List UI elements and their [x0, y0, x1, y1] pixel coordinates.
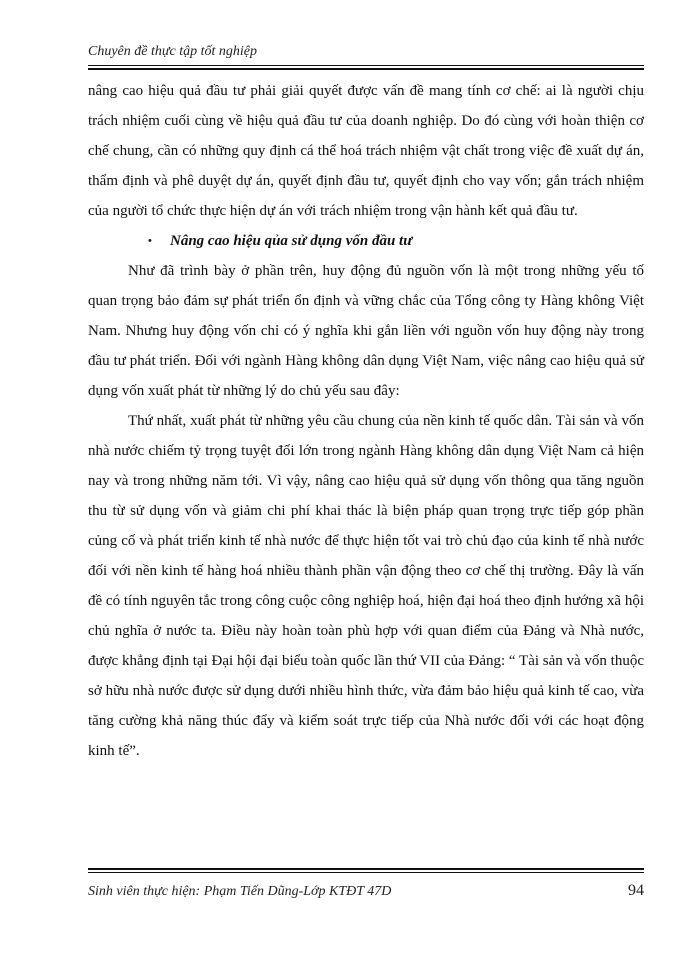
page-number: 94 — [628, 882, 644, 899]
section-heading-text: Nâng cao hiệu qủa sử dụng vốn đầu tư — [170, 233, 413, 249]
footer-author: Sinh viên thực hiện: Phạm Tiến Dũng-Lớp KTĐT 47D — [88, 884, 392, 899]
section-heading — [88, 226, 644, 256]
footer-rule-thin — [88, 872, 644, 873]
page-body — [88, 76, 644, 766]
header-rule-thin — [88, 65, 644, 66]
bullet-icon: • — [148, 235, 152, 247]
footer-rule-thick — [88, 868, 644, 870]
paragraph-2: Thứ nhất, xuất phát từ những yêu cầu chung của nền kinh tế quốc dân. Tài sản và vốn nhà nước chiếm tỷ trọng tuyệt đối lớn trong ngành Hàng không dân dụng Việt Nam cả hiện nay và trong những năm tới. Vì vậy, nâng cao hiệu quả sử dụng vốn thông qua tăng nguồn thu từ sử dụng vốn và giảm chi phí khai thác là biện pháp quan trọng trực tiếp góp phần củng cố và phát triển kinh tế nhà nước để thực hiện tốt vai trò chủ đạo của kinh tế nhà nước đối với nền kinh tế hàng hoá nhiều thành phần vận động theo cơ chế thị trường. Đây là vấn đề có tính nguyên tắc trong công cuộc công nghiệp hoá, hiện đại hoá theo định hướng xã hội chủ nghĩa ở nước ta. Điều này hoàn toàn phù hợp với quan điểm của Đảng và Nhà nước, được khẳng định tại Đại hội đại biểu toàn quốc lần thứ VII của Đảng: “ Tài sản và vốn thuộc sở hữu nhà nước được sử dụng dưới nhiều hình thức, vừa đảm bảo hiệu quả kinh tế cao, vừa tăng cường khả năng thúc đẩy và kiểm soát trực tiếp của Nhà nước đối với các hoạt động kinh tế”. — [88, 413, 644, 759]
paragraph-continued: nâng cao hiệu quả đầu tư phải giải quyết được vấn đề mang tính cơ chế: ai là người chịu trách nhiệm cuối cùng về hiệu quả đầu tư của doanh nghiệp. Do đó cùng với hoàn thiện cơ chế chung, cần có những quy định cá thể hoá trách nhiệm vật chất trong việc đề xuất dự án, thẩm định và phê duyệt dự án, quyết định đầu tư, quyết định cho vay vốn; gắn trách nhiệm của người tổ chức thực hiện dự án với trách nhiệm trong vận hành kết quả đầu tư. — [88, 83, 644, 219]
header-rule-thick — [88, 68, 644, 70]
running-header: Chuyên đề thực tập tốt nghiệp — [88, 44, 257, 59]
paragraph-1: Như đã trình bày ở phần trên, huy động đủ nguồn vốn là một trong những yếu tố quan trọng bảo đảm sự phát triển ổn định và vững chắc của Tổng công ty Hàng không Việt Nam. Nhưng huy động vốn chỉ có ý nghĩa khi gắn liền với nguồn vốn huy động này trong đầu tư phát triển. Đối với ngành Hàng không dân dụng Việt Nam, việc nâng cao hiệu quả sử dụng vốn xuất phát từ những lý do chủ yếu sau đây: — [88, 263, 644, 399]
